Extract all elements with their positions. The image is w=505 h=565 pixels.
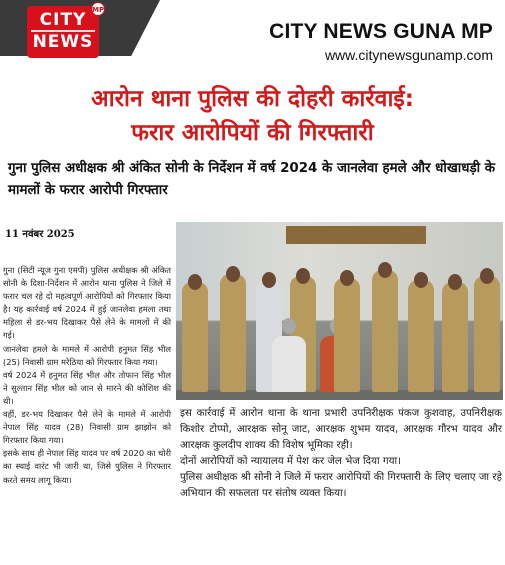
logo-news-text: NEWS: [32, 32, 94, 52]
article-paragraph: वहीं, डर-भय दिखाकर पैसे लेने के मामले में आरोपी नेपाल सिंह यादव (28) निवासी ग्राम झाझोन को गिरफ्तार किया गया।: [3, 409, 171, 446]
headline: [0, 82, 505, 150]
city-news-logo[interactable]: [27, 6, 105, 58]
police-team-photo: [176, 222, 503, 400]
photo-officer-head: [480, 268, 494, 284]
photo-officer: [182, 282, 208, 392]
website-link[interactable]: www.citynewsgunamp.com: [324, 47, 493, 63]
article-paragraph: इसके साथ ही नेपाल सिंह यादव पर वर्ष 2020 का चोरी का स्थाई वारंट भी जारी था, जिसे पुलिस ने गिरफ्तार करते समय लागू किया।: [3, 448, 171, 485]
photo-officer-head: [226, 266, 240, 282]
logo-mp-badge: MP: [91, 2, 105, 16]
photo-officer-head: [378, 262, 392, 278]
article-paragraph: दोनों आरोपियों को न्यायालय में पेश कर जेल भेज दिया गया।: [180, 456, 402, 468]
article-left-column: [3, 264, 171, 487]
article-right-column: [180, 406, 502, 503]
photo-officer: [408, 280, 434, 392]
photo-signboard: [286, 226, 426, 244]
photo-officer: [372, 270, 398, 392]
photo-officer-head: [188, 274, 202, 290]
logo-city-text: CITY: [39, 10, 87, 30]
brand-title: CITY NEWS GUNA MP: [269, 20, 493, 43]
photo-officer: [474, 276, 500, 392]
masthead: [0, 0, 505, 78]
article-paragraph: जानलेवा हमले के मामले में आरोपी हनुमत सिंह भील (25) निवासी ग्राम मरेठिया को गिरफ्तार किया गया।: [3, 343, 171, 367]
photo-officer-head: [340, 270, 354, 286]
article-paragraph: गुना (सिटी न्यूज गुना एमपी) पुलिस अधीक्षक श्री अंकित सोनी के दिशा-निर्देशन में आरोन थाना पुलिस ने जिले में फरार चल रहे दो महत्वपूर्ण आरोपियों को गिरफ्तार किया है। यह कार्रवाई वर्ष 2024 में हुई जानलेवा हमला तथा महिला से डर-भय दिखाकर पैसे लेने के मामलों में की गई।: [3, 265, 171, 341]
photo-accused-seated: [272, 336, 306, 392]
photo-person-head: [262, 272, 276, 288]
photo-officer-head: [448, 274, 462, 290]
article-paragraph: पुलिस अधीक्षक श्री सोनी ने जिले में फरार आरोपियों की गिरफ्तारी के लिए चलाए जा रहे अभियान की सफलता पर संतोष व्यक्त किया।: [180, 472, 502, 500]
photo-officer: [442, 282, 468, 392]
dateline: 11 नवंबर 2025: [5, 229, 75, 240]
photo-officer: [334, 278, 360, 392]
article-paragraph: इस कार्रवाई में आरोन थाना के थाना प्रभारी उपनिरीक्षक पंकज कुशवाह, उपनिरीक्षक किशोर टोप्पो, आरक्षक सोनू जाट, आरक्षक शुभम यादव, आरक्षक गौरभ यादव और आरक्षक कुलदीप शाक्य की विशेष भूमिका रही।: [180, 408, 502, 452]
headline-line-2: फरार आरोपियों की गिरफ्तारी: [131, 120, 374, 146]
photo-officer-head: [296, 268, 310, 284]
photo-officer: [220, 274, 246, 392]
photo-accused-head-blurred: [282, 318, 296, 334]
photo-officer-head: [414, 272, 428, 288]
subheadline: गुना पुलिस अधीक्षक श्री अंकित सोनी के निर्देशन में वर्ष 2024 के जानलेवा हमले और धोखाधड़ी के मामलों के फरार आरोपी गिरफ्तार: [8, 161, 496, 198]
article-paragraph: वर्ष 2024 में हनुमत सिंह भील और तोफान सिंह भील ने सुल्तान सिंह भील को जान से मारने की कोशिश की थी।: [3, 369, 171, 406]
headline-line-1: आरोन थाना पुलिस की दोहरी कार्रवाई:: [91, 86, 414, 112]
